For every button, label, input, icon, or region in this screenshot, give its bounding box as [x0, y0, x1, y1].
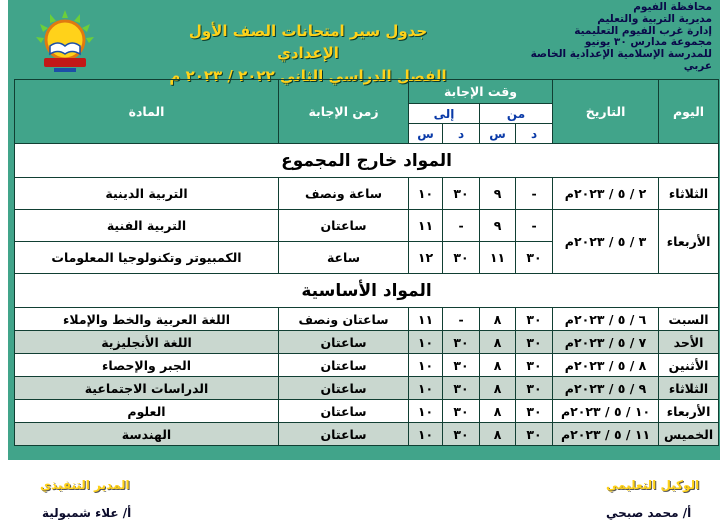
- col-subject: المادة: [15, 80, 279, 144]
- cell-date: ٧ / ٥ / ٢٠٢٣م: [553, 331, 659, 354]
- page-subtitle: الفصل الدراسي الثاني ٢٠٢٢ / ٢٠٢٣ م: [169, 67, 447, 85]
- unit-minute: د: [443, 124, 480, 144]
- cell-date: ٩ / ٥ / ٢٠٢٣م: [553, 377, 659, 400]
- cell-subject: الكمبيوتر وتكنولوجيا المعلومات: [15, 242, 279, 274]
- cell-to-minute: ٣٠: [443, 354, 480, 377]
- cell-from-hour: ٨: [480, 377, 516, 400]
- cell-to-minute: ٣٠: [443, 178, 480, 210]
- title-block: [158, 20, 458, 88]
- executive-director-title: المدير التنفيذي: [40, 478, 130, 492]
- cell-to-minute: ٣٠: [443, 400, 480, 423]
- table-row: [15, 308, 719, 331]
- cell-subject: الدراسات الاجتماعية: [15, 377, 279, 400]
- unit-hour: س: [480, 124, 516, 144]
- unit-hour: س: [409, 124, 443, 144]
- cell-from-minute: ٣٠: [516, 354, 553, 377]
- cell-from-minute: ٣٠: [516, 400, 553, 423]
- cell-day: الأربعاء: [659, 210, 719, 274]
- cell-to-hour: ١٠: [409, 423, 443, 446]
- cell-to-hour: ١٠: [409, 354, 443, 377]
- header-row: [15, 80, 719, 104]
- page-title: جدول سير امتحانات الصف الأول الإعدادي: [188, 22, 428, 62]
- exam-table: [14, 79, 719, 446]
- educational-deputy-name: أ/ محمد صبحي: [606, 506, 692, 520]
- col-to: إلى: [409, 104, 480, 124]
- cell-subject: التربية الفنية: [15, 210, 279, 242]
- table-row: [15, 354, 719, 377]
- cell-from-hour: ٨: [480, 400, 516, 423]
- cell-day: الثلاثاء: [659, 377, 719, 400]
- section-title: المواد الأساسية: [15, 274, 719, 308]
- cell-date: ٣ / ٥ / ٢٠٢٣م: [553, 210, 659, 274]
- cell-from-minute: ٣٠: [516, 423, 553, 446]
- table-row: [15, 331, 719, 354]
- cell-subject: التربية الدينية: [15, 178, 279, 210]
- school-line: محافظة الفيوم: [633, 1, 712, 13]
- school-info: [502, 2, 712, 73]
- cell-from-hour: ٨: [480, 423, 516, 446]
- cell-to-hour: ١٠: [409, 400, 443, 423]
- cell-date: ٢ / ٥ / ٢٠٢٣م: [553, 178, 659, 210]
- cell-from-minute: ٣٠: [516, 308, 553, 331]
- cell-to-hour: ١٠: [409, 178, 443, 210]
- cell-from-hour: ٩: [480, 178, 516, 210]
- table-row: [15, 377, 719, 400]
- cell-day: الخميس: [659, 423, 719, 446]
- table-row: [15, 178, 719, 210]
- cell-from-minute: -: [516, 210, 553, 242]
- cell-day: الثلاثاء: [659, 178, 719, 210]
- cell-subject: اللغة الأنجليزية: [15, 331, 279, 354]
- school-logo-icon: [28, 4, 102, 74]
- cell-from-minute: ٣٠: [516, 331, 553, 354]
- cell-from-hour: ١١: [480, 242, 516, 274]
- section-row: [15, 274, 719, 308]
- cell-subject: اللغة العربية والخط والإملاء: [15, 308, 279, 331]
- cell-duration: ساعة: [279, 242, 409, 274]
- col-date: التاريخ: [553, 80, 659, 144]
- cell-day: الأحد: [659, 331, 719, 354]
- cell-day: الأربعاء: [659, 400, 719, 423]
- cell-from-hour: ٨: [480, 308, 516, 331]
- col-duration: زمن الإجابة: [279, 80, 409, 144]
- section-title: المواد خارج المجموع: [15, 144, 719, 178]
- cell-date: ١٠ / ٥ / ٢٠٢٣م: [553, 400, 659, 423]
- cell-day: الأثنين: [659, 354, 719, 377]
- cell-to-minute: -: [443, 308, 480, 331]
- cell-from-hour: ٨: [480, 331, 516, 354]
- cell-from-hour: ٨: [480, 354, 516, 377]
- cell-to-minute: ٣٠: [443, 331, 480, 354]
- col-day: اليوم: [659, 80, 719, 144]
- cell-date: ٨ / ٥ / ٢٠٢٣م: [553, 354, 659, 377]
- school-line: إدارة غرب الفيوم التعليمية: [574, 24, 712, 37]
- cell-to-hour: ١٠: [409, 331, 443, 354]
- cell-subject: الجبر والإحصاء: [15, 354, 279, 377]
- executive-director-name: أ/ علاء شمبولية: [42, 506, 132, 520]
- cell-to-hour: ١٢: [409, 242, 443, 274]
- cell-date: ٦ / ٥ / ٢٠٢٣م: [553, 308, 659, 331]
- educational-deputy-title: الوكيل التعليمي: [606, 478, 700, 492]
- cell-duration: ساعتان: [279, 423, 409, 446]
- cell-to-minute: ٣٠: [443, 242, 480, 274]
- table-row: [15, 423, 719, 446]
- table-row: [15, 400, 719, 423]
- cell-date: ١١ / ٥ / ٢٠٢٣م: [553, 423, 659, 446]
- cell-duration: ساعتان: [279, 400, 409, 423]
- unit-minute: د: [516, 124, 553, 144]
- cell-duration: ساعتان ونصف: [279, 308, 409, 331]
- col-from: من: [480, 104, 553, 124]
- school-line: مديرية التربية والتعليم: [597, 12, 712, 25]
- school-line: مجموعة مدارس ٣٠ يونيو: [584, 36, 712, 49]
- cell-to-hour: ١١: [409, 210, 443, 242]
- cell-duration: ساعتان: [279, 210, 409, 242]
- cell-subject: العلوم: [15, 400, 279, 423]
- section-row: [15, 144, 719, 178]
- cell-duration: ساعتان: [279, 354, 409, 377]
- cell-duration: ساعتان: [279, 377, 409, 400]
- cell-from-hour: ٩: [480, 210, 516, 242]
- col-time: وقت الإجابة: [409, 80, 553, 104]
- cell-subject: الهندسة: [15, 423, 279, 446]
- cell-duration: ساعة ونصف: [279, 178, 409, 210]
- cell-from-minute: -: [516, 178, 553, 210]
- cell-from-minute: ٣٠: [516, 242, 553, 274]
- cell-to-minute: -: [443, 210, 480, 242]
- cell-duration: ساعتان: [279, 331, 409, 354]
- cell-to-hour: ١٠: [409, 377, 443, 400]
- cell-to-minute: ٣٠: [443, 423, 480, 446]
- cell-to-hour: ١١: [409, 308, 443, 331]
- school-line: للمدرسة الإسلامية الإعدادية الخاصة عربي: [530, 48, 712, 72]
- cell-day: السبت: [659, 308, 719, 331]
- table-row: [15, 210, 719, 242]
- exam-sheet: [8, 0, 720, 460]
- cell-to-minute: ٣٠: [443, 377, 480, 400]
- cell-from-minute: ٣٠: [516, 377, 553, 400]
